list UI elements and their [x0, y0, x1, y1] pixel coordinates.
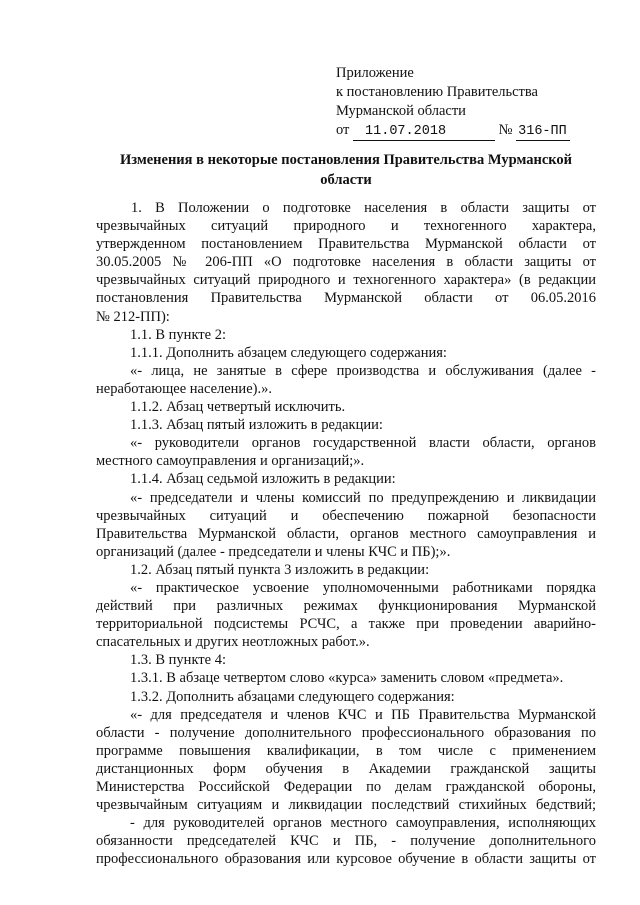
text-line: «- лица, не занятые в сфере производства и обслуживания (далее -: [130, 362, 596, 379]
text-line: программе повышения квалификации, в том числе с применением: [96, 742, 596, 759]
date-prefix: от: [336, 122, 350, 138]
text-line: 1.1.2. Абзац четвертый исключить.: [130, 399, 346, 416]
text-line: территориальной подсистемы РСЧС, а также при проведении аварийно-: [96, 616, 596, 633]
appendix-line: Мурманской области: [336, 103, 466, 119]
title-line: области: [320, 172, 372, 188]
text-line: 1. В Положении о подготовке населения в области защиты от: [131, 200, 596, 216]
resolution-date: 11.07.2018: [353, 124, 495, 141]
text-line: «- руководители органов государственной власти области, органов: [130, 435, 596, 452]
text-line: чрезвычайных ситуаций и обеспечению пожарной безопасности: [96, 507, 596, 524]
text-line: - для руководителей органов местного самоуправления, исполняющих: [130, 815, 596, 832]
number-prefix: №: [498, 122, 513, 138]
text-line: профессионального образования или курсовое обучение в области защиты от: [96, 851, 596, 868]
resolution-number: 316-ПП: [516, 124, 570, 141]
text-line: действий при различных режимах функционирования Мурманской: [96, 598, 596, 615]
text-line: № 212-ПП):: [96, 308, 170, 325]
document-body: [96, 199, 596, 868]
text-line: дистанционных форм обучения в Академии гражданской защиты: [96, 760, 596, 777]
text-line: 1.1.3. Абзац пятый изложить в редакции:: [130, 417, 383, 434]
text-line: организаций (далее - председатели и члены КЧС и ПБ);».: [96, 543, 451, 560]
text-line: «- председатели и члены комиссий по предупреждению и ликвидации: [130, 489, 596, 506]
text-line: чрезвычайным ситуациям и ликвидации последствий стихийных бедствий;: [96, 797, 596, 814]
text-line: 1.2. Абзац пятый пункта 3 изложить в редакции:: [130, 561, 430, 578]
text-line: чрезвычайных ситуаций природного и техногенного характера,: [96, 218, 596, 235]
text-line: 1.1. В пункте 2:: [130, 326, 226, 343]
text-line: утвержденном постановлением Правительства Мурманской области от: [96, 236, 596, 253]
text-line: 1.1.4. Абзац седьмой изложить в редакции:: [130, 471, 396, 488]
appendix-header: [336, 64, 570, 141]
text-line: 1.3.2. Дополнить абзацами следующего содержания:: [130, 688, 455, 705]
text-line: Министерства Российской Федерации по делам гражданской обороны,: [96, 779, 596, 795]
text-line: неработающее население).».: [96, 380, 272, 397]
appendix-line: Приложение: [336, 65, 414, 81]
text-line: спасательных и других неотложных работ.».: [96, 634, 370, 651]
text-line: 1.3. В пункте 4:: [130, 652, 226, 669]
text-line: чрезвычайных ситуаций природного и техногенного характера» (в редакции: [96, 272, 596, 289]
title-line: Изменения в некоторые постановления Правительства Мурманской: [119, 152, 573, 168]
text-line: обязанности председателей КЧС и ПБ, - получение дополнительного: [96, 833, 596, 850]
appendix-line: к постановлению Правительства: [336, 84, 538, 100]
appendix-date-line: [336, 121, 570, 141]
text-line: 1.3.1. В абзаце четвертом слово «курса» заменить словом «предмета».: [130, 670, 564, 687]
text-line: 1.1.1. Дополнить абзацем следующего содержания:: [130, 344, 447, 361]
text-line: 30.05.2005 № 206-ПП «О подготовке населения в области защиты от: [96, 254, 596, 271]
text-line: «- практическое усвоение уполномоченными работниками порядка: [130, 579, 596, 596]
text-line: области - получение дополнительного профессионального образования по: [96, 724, 596, 741]
text-line: Правительства Мурманской области, органов местного самоуправления и: [96, 525, 596, 542]
text-line: местного самоуправления и организаций;».: [96, 453, 365, 470]
document-title: [96, 150, 596, 190]
text-line: «- для председателя и членов КЧС и ПБ Правительства Мурманской: [130, 706, 596, 723]
text-line: постановления Правительства Мурманской области от 06.05.2016: [96, 290, 596, 307]
